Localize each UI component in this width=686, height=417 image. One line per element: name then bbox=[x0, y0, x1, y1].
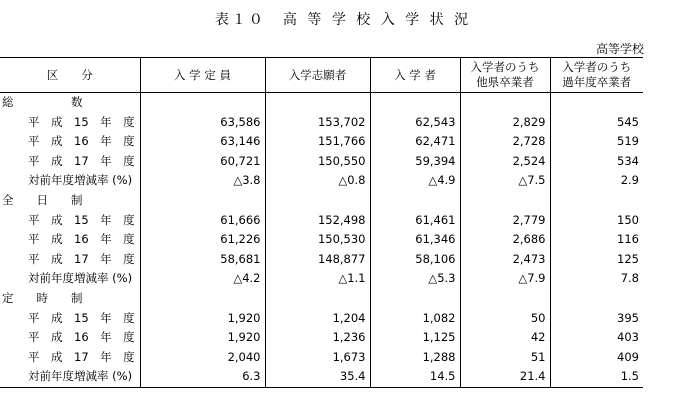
change-rate-row bbox=[0, 171, 643, 191]
value-cell: 153,702 bbox=[265, 113, 370, 133]
value-cell: 42 bbox=[460, 328, 550, 348]
value-cell: 116 bbox=[550, 230, 643, 250]
empty-cell bbox=[550, 191, 643, 211]
empty-cell bbox=[550, 93, 643, 113]
value-cell: 21.4 bbox=[460, 367, 550, 387]
header-row bbox=[0, 58, 643, 93]
group-label: 全 日 制 bbox=[2, 192, 83, 207]
empty-cell bbox=[370, 289, 460, 309]
value-cell: 151,766 bbox=[265, 132, 370, 152]
change-rate-row bbox=[0, 269, 643, 289]
header-col-past-graduates bbox=[550, 58, 643, 93]
value-cell: 403 bbox=[550, 328, 643, 348]
value-cell: 1,288 bbox=[370, 348, 460, 368]
table-row bbox=[0, 211, 643, 231]
header-col-other-prefecture bbox=[460, 58, 550, 93]
value-cell: 148,877 bbox=[265, 250, 370, 270]
empty-cell bbox=[140, 289, 265, 309]
value-cell: 2,473 bbox=[460, 250, 550, 270]
row-label: 平 成 17 年 度 bbox=[28, 153, 135, 168]
value-cell: 61,461 bbox=[370, 211, 460, 231]
value-cell: 63,146 bbox=[140, 132, 265, 152]
value-cell: △1.1 bbox=[265, 269, 370, 289]
value-cell: 150,550 bbox=[265, 152, 370, 172]
group-row bbox=[0, 191, 643, 211]
value-cell: 2,829 bbox=[460, 113, 550, 133]
value-cell: △0.8 bbox=[265, 171, 370, 191]
table-row bbox=[0, 152, 643, 172]
value-cell: 395 bbox=[550, 309, 643, 329]
empty-cell bbox=[460, 93, 550, 113]
value-cell: 63,586 bbox=[140, 113, 265, 133]
header-col-other-prefecture-text: 入学者のうち 他県卒業者 bbox=[470, 60, 540, 89]
value-cell: 61,666 bbox=[140, 211, 265, 231]
row-label: 平 成 17 年 度 bbox=[28, 251, 135, 266]
header-col-enrolled: 入 学 者 bbox=[370, 58, 460, 93]
row-label: 平 成 16 年 度 bbox=[28, 330, 135, 345]
value-cell: 534 bbox=[550, 152, 643, 172]
row-label: 対前年度増減率 (%) bbox=[0, 367, 140, 387]
value-cell: 1,920 bbox=[140, 309, 265, 329]
empty-cell bbox=[265, 191, 370, 211]
row-label: 平 成 16 年 度 bbox=[28, 134, 135, 149]
value-cell: 1,204 bbox=[265, 309, 370, 329]
header-col-applicants: 入学志願者 bbox=[265, 58, 370, 93]
row-label: 対前年度増減率 (%) bbox=[28, 271, 133, 286]
table-row bbox=[0, 113, 643, 133]
value-cell: △7.5 bbox=[460, 171, 550, 191]
admission-table bbox=[0, 57, 643, 388]
value-cell: 152,498 bbox=[265, 211, 370, 231]
value-cell: 7.8 bbox=[550, 269, 643, 289]
empty-cell bbox=[265, 289, 370, 309]
value-cell: △7.9 bbox=[460, 269, 550, 289]
table-row bbox=[0, 230, 643, 250]
table-row bbox=[0, 348, 643, 368]
value-cell: 61,226 bbox=[140, 230, 265, 250]
table-row bbox=[0, 250, 643, 270]
value-cell: 35.4 bbox=[265, 367, 370, 387]
value-cell: 50 bbox=[460, 309, 550, 329]
row-label: 平 成 17 年 度 bbox=[28, 349, 135, 364]
value-cell: 58,106 bbox=[370, 250, 460, 270]
value-cell: 6.3 bbox=[140, 367, 265, 387]
value-cell: 2,686 bbox=[460, 230, 550, 250]
table-row bbox=[0, 309, 643, 329]
value-cell: 125 bbox=[550, 250, 643, 270]
value-cell: 545 bbox=[550, 113, 643, 133]
value-cell: 51 bbox=[460, 348, 550, 368]
group-row bbox=[0, 93, 643, 113]
value-cell: 1,236 bbox=[265, 328, 370, 348]
empty-cell bbox=[140, 93, 265, 113]
value-cell: 59,394 bbox=[370, 152, 460, 172]
value-cell: 150 bbox=[550, 211, 643, 231]
empty-cell bbox=[370, 191, 460, 211]
value-cell: 14.5 bbox=[370, 367, 460, 387]
table-row bbox=[0, 328, 643, 348]
value-cell: 519 bbox=[550, 132, 643, 152]
value-cell: 150,530 bbox=[265, 230, 370, 250]
value-cell: 2,040 bbox=[140, 348, 265, 368]
row-label: 平 成 15 年 度 bbox=[28, 212, 135, 227]
table-title: 表１０ 高 等 学 校 入 学 状 況 bbox=[214, 12, 472, 28]
value-cell: 60,721 bbox=[140, 152, 265, 172]
value-cell: 2.9 bbox=[550, 171, 643, 191]
value-cell: △3.8 bbox=[140, 171, 265, 191]
empty-cell bbox=[550, 289, 643, 309]
value-cell: 61,346 bbox=[370, 230, 460, 250]
value-cell: △5.3 bbox=[370, 269, 460, 289]
value-cell: 2,524 bbox=[460, 152, 550, 172]
group-label: 定 時 制 bbox=[2, 290, 83, 305]
empty-cell bbox=[460, 289, 550, 309]
value-cell: 58,681 bbox=[140, 250, 265, 270]
empty-cell bbox=[370, 93, 460, 113]
change-rate-row bbox=[0, 367, 643, 387]
row-label: 平 成 15 年 度 bbox=[28, 310, 135, 325]
empty-cell bbox=[265, 93, 370, 113]
group-label: 総 数 bbox=[2, 95, 83, 109]
value-cell: 1,082 bbox=[370, 309, 460, 329]
table-body bbox=[0, 93, 643, 388]
header-col-past-graduates-text: 入学者のうち 過年度卒業者 bbox=[562, 60, 632, 89]
unit-label: 高等学校 bbox=[595, 42, 644, 56]
row-label: 平 成 15 年 度 bbox=[28, 114, 135, 129]
header-category: 区 分 bbox=[0, 58, 140, 93]
value-cell: 1,673 bbox=[265, 348, 370, 368]
value-cell: △4.2 bbox=[140, 269, 265, 289]
row-label: 対前年度増減率 (%) bbox=[28, 173, 133, 188]
row-label: 平 成 16 年 度 bbox=[28, 232, 135, 247]
value-cell: 1,125 bbox=[370, 328, 460, 348]
value-cell: 2,728 bbox=[460, 132, 550, 152]
value-cell: 409 bbox=[550, 348, 643, 368]
value-cell: 62,543 bbox=[370, 113, 460, 133]
empty-cell bbox=[460, 191, 550, 211]
value-cell: 62,471 bbox=[370, 132, 460, 152]
group-row bbox=[0, 289, 643, 309]
value-cell: △4.9 bbox=[370, 171, 460, 191]
header-col-capacity: 入 学 定 員 bbox=[140, 58, 265, 93]
value-cell: 1.5 bbox=[550, 367, 643, 387]
table-row bbox=[0, 132, 643, 152]
value-cell: 2,779 bbox=[460, 211, 550, 231]
empty-cell bbox=[140, 191, 265, 211]
value-cell: 1,920 bbox=[140, 328, 265, 348]
